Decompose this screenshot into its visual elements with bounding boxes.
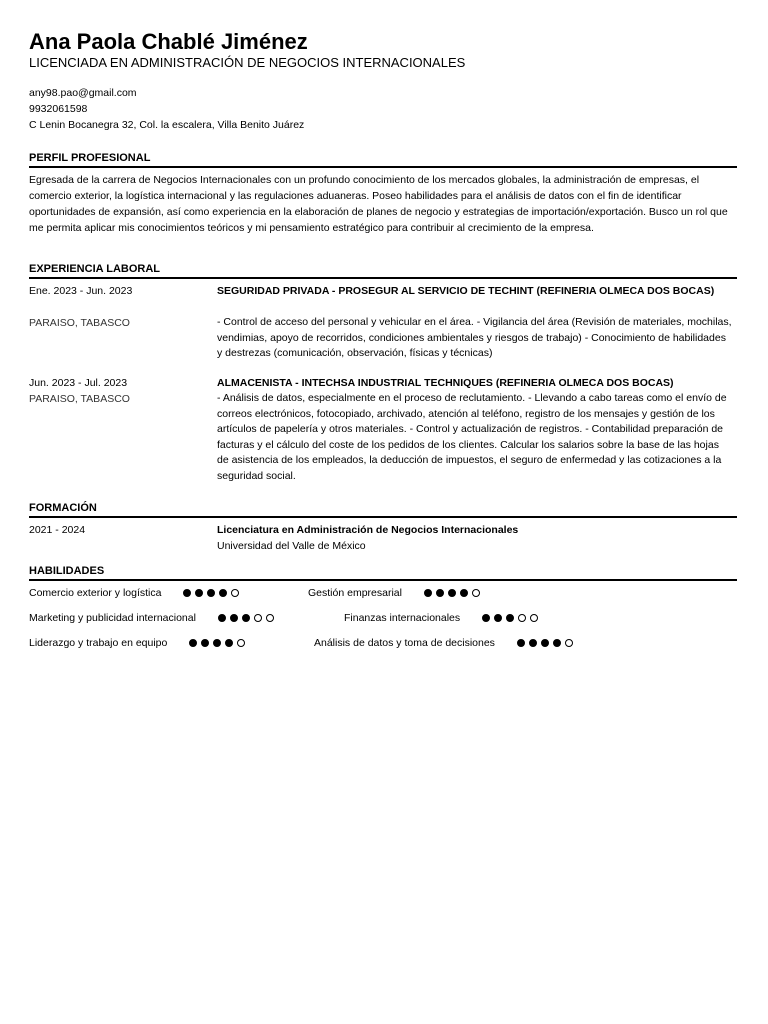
filled-dot-icon bbox=[541, 639, 549, 647]
filled-dot-icon bbox=[448, 589, 456, 597]
section-title-experience: EXPERIENCIA LABORAL bbox=[29, 263, 160, 275]
section-title-skills: HABILIDADES bbox=[29, 565, 105, 577]
skill-item bbox=[29, 636, 245, 650]
filled-dot-icon bbox=[195, 589, 203, 597]
skill-level-dots bbox=[482, 614, 538, 622]
job-location: PARAISO, TABASCO bbox=[29, 317, 130, 329]
profile-text: Egresada de la carrera de Negocios Internacionales con un profundo conocimiento de los mercados globales, la administración de empresas, el comercio exterior, la logística internacional y las regulaciones aduaneras. Poseo habilidades para el análisis de datos con el fin de identificar oportunidades de expansión, así como experiencia en la elaboración de planes de negocio y estrategias de importación/exportación. Busco un rol que me permita aplicar mis conocimientos teóricos y mi pensamiento estratégico para contribuir al crecimiento de la empresa. bbox=[29, 174, 728, 234]
skill-level-dots bbox=[189, 639, 245, 647]
job-description: - Control de acceso del personal y vehicular en el área. - Vigilancia del área (Revisión de materiales, mochilas, vendimias, apoyo de recorridos, condiciones ambientales y riesgos de trabajo) - Conocimiento de habilidades y destrezas (comunicación, observación, físicas y técnicas) bbox=[217, 316, 732, 360]
section-divider bbox=[29, 166, 737, 168]
education-school: Universidad del Valle de México bbox=[217, 540, 366, 552]
job-description: - Análisis de datos, especialmente en el proceso de reclutamiento. - Llevando a cabo tareas como el envío de correos electrónicos, fotocopiado, archivado, atención al teléfono, registro de los mensajes y gestión de los artículos de papelería y otros materiales. - Control y actualización de registros. - Contabilidad preparación de facturas y el cálculo del coste de los pedidos de los clientes. Calcular los salarios sobre la base de las hojas de asistencia de los empleados, la deducción de impuestos, el seguro de enfermedad y las cotizaciones a la seguridad social. bbox=[217, 392, 727, 482]
filled-dot-icon bbox=[218, 614, 226, 622]
filled-dot-icon bbox=[242, 614, 250, 622]
empty-dot-icon bbox=[254, 614, 262, 622]
filled-dot-icon bbox=[424, 589, 432, 597]
section-title-education: FORMACIÓN bbox=[29, 502, 97, 514]
job-dates: Jun. 2023 - Jul. 2023 bbox=[29, 377, 128, 389]
empty-dot-icon bbox=[530, 614, 538, 622]
filled-dot-icon bbox=[517, 639, 525, 647]
empty-dot-icon bbox=[237, 639, 245, 647]
filled-dot-icon bbox=[201, 639, 209, 647]
filled-dot-icon bbox=[225, 639, 233, 647]
skill-level-dots bbox=[424, 589, 480, 597]
skill-name: Liderazgo y trabajo en equipo bbox=[29, 637, 168, 649]
section-divider bbox=[29, 277, 737, 279]
contact-address: C Lenin Bocanegra 32, Col. la escalera, Villa Benito Juárez bbox=[29, 119, 305, 131]
skill-level-dots bbox=[183, 589, 239, 597]
section-divider bbox=[29, 579, 737, 581]
filled-dot-icon bbox=[207, 589, 215, 597]
job-dates: Ene. 2023 - Jun. 2023 bbox=[29, 285, 133, 297]
candidate-title: LICENCIADA EN ADMINISTRACIÓN DE NEGOCIOS INTERNACIONALES bbox=[29, 55, 466, 70]
skill-name: Análisis de datos y toma de decisiones bbox=[314, 637, 495, 649]
filled-dot-icon bbox=[230, 614, 238, 622]
filled-dot-icon bbox=[436, 589, 444, 597]
filled-dot-icon bbox=[213, 639, 221, 647]
skill-item bbox=[308, 586, 480, 600]
filled-dot-icon bbox=[482, 614, 490, 622]
filled-dot-icon bbox=[189, 639, 197, 647]
filled-dot-icon bbox=[553, 639, 561, 647]
skill-name: Marketing y publicidad internacional bbox=[29, 612, 196, 624]
filled-dot-icon bbox=[529, 639, 537, 647]
skill-item bbox=[314, 636, 573, 650]
contact-phone[interactable]: 9932061598 bbox=[29, 103, 88, 115]
job-location: PARAISO, TABASCO bbox=[29, 393, 130, 405]
skill-level-dots bbox=[517, 639, 573, 647]
skill-name: Comercio exterior y logística bbox=[29, 587, 162, 599]
filled-dot-icon bbox=[183, 589, 191, 597]
empty-dot-icon bbox=[472, 589, 480, 597]
empty-dot-icon bbox=[266, 614, 274, 622]
job-title: ALMACENISTA - INTECHSA INDUSTRIAL TECHNIQUES (REFINERIA OLMECA DOS BOCAS) bbox=[217, 377, 674, 389]
filled-dot-icon bbox=[506, 614, 514, 622]
section-title-profile: PERFIL PROFESIONAL bbox=[29, 152, 151, 164]
job-title: SEGURIDAD PRIVADA - PROSEGUR AL SERVICIO DE TECHINT (REFINERIA OLMECA DOS BOCAS) bbox=[217, 285, 715, 297]
education-degree: Licenciatura en Administración de Negocios Internacionales bbox=[217, 524, 519, 536]
skill-item bbox=[29, 586, 239, 600]
empty-dot-icon bbox=[565, 639, 573, 647]
skill-name: Finanzas internacionales bbox=[344, 612, 461, 624]
skill-item bbox=[344, 611, 538, 625]
filled-dot-icon bbox=[460, 589, 468, 597]
education-dates: 2021 - 2024 bbox=[29, 524, 86, 536]
skill-item bbox=[29, 611, 274, 625]
skill-name: Gestión empresarial bbox=[308, 587, 402, 599]
contact-email[interactable]: any98.pao@gmail.com bbox=[29, 87, 137, 99]
filled-dot-icon bbox=[219, 589, 227, 597]
empty-dot-icon bbox=[518, 614, 526, 622]
empty-dot-icon bbox=[231, 589, 239, 597]
section-divider bbox=[29, 516, 737, 518]
candidate-name: Ana Paola Chablé Jiménez bbox=[29, 29, 308, 54]
skill-level-dots bbox=[218, 614, 274, 622]
filled-dot-icon bbox=[494, 614, 502, 622]
